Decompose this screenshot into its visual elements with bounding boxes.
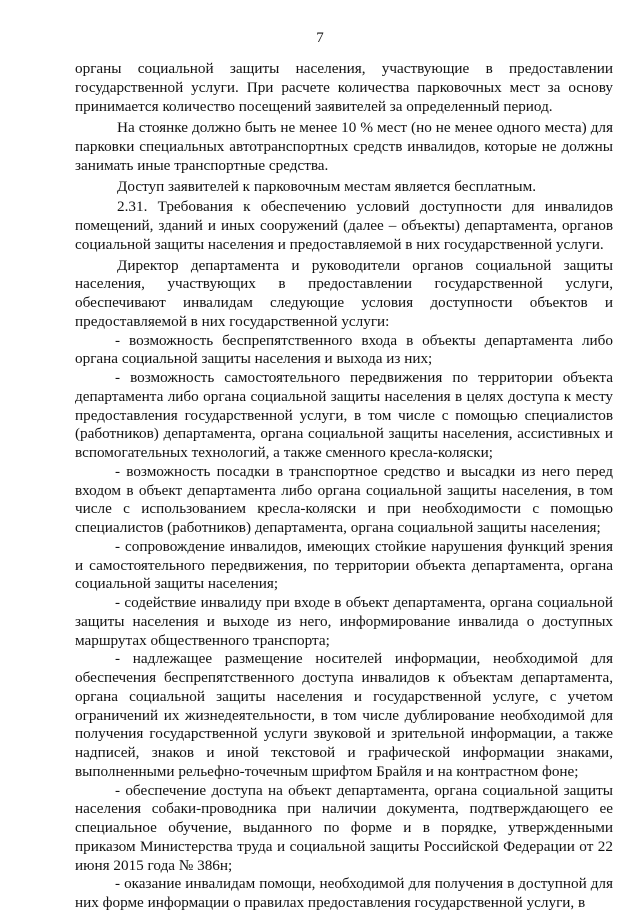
paragraph-parking-count: органы социальной защиты населения, участвующие в предоставлении государственной услуги. При расчете количества парковочных мест за основу принимается количество посещений заявителей за определенный период. xyxy=(75,60,613,115)
paragraph-section-2-31: 2.31. Требования к обеспечению условий доступности для инвалидов помещений, зданий и иных сооружений (далее – объекты) департамента, органов социальной защиты населения и предоставляемой в них государственной услуги. xyxy=(75,198,613,253)
document-body xyxy=(75,60,613,913)
paragraph-parking-free: Доступ заявителей к парковочным местам является бесплатным. xyxy=(117,177,537,195)
list-item-escort: - сопровождение инвалидов, имеющих стойкие нарушения функций зрения и самостоятельного передвижения, по территории объекта департамента, органа социальной защиты населения; xyxy=(75,537,613,593)
list-item-help-information: - оказание инвалидам помощи, необходимой для получения в доступной для них форме информации о правилах предоставления государственной услуги, в xyxy=(75,875,613,911)
list-item-transport: - возможность посадки в транспортное средство и высадки из него перед входом в объект департамента либо органа социальной защиты населения, в том числе с использованием кресла-коляски и при необходимости с помощью специалистов (работников) департамента, органа социальной защиты населения; xyxy=(75,462,613,536)
list-item-movement: - возможность самостоятельного передвижения по территории объекта департамента либо органа социальной защиты населения в целях доступа к месту предоставления государственной услуги, в том числе с помощью специалистов (работников) департамента, органа социальной защиты населения, ассистивных и вспомогательных технологий, а также сменного кресла-коляски; xyxy=(75,369,613,461)
list-item-guide-dog: - обеспечение доступа на объект департамента, органа социальной защиты населения собаки-проводника при наличии документа, подтверждающего ее специальное обучение, выданного по форме и в порядке, утвержденными приказом Министерства труда и социальной защиты Российской Федерации от 22 июня 2015 года № 386н; xyxy=(75,781,613,874)
list-item-assistance: - содействие инвалиду при входе в объект департамента, органа социальной защиты населения и выходе из него, информирование инвалида о доступных маршрутах общественного транспорта; xyxy=(75,594,613,649)
list-item-information-placement: - надлежащее размещение носителей информации, необходимой для обеспечения беспрепятственного доступа инвалидов к объектам департамента, органа социальной защиты населения и государственной услуге, с учетом ограничений их жизнедеятельности, в том числе дублирование необходимой для получения государственной услуги звуковой и зрительной информации, а также надписей, знаков и иной текстовой и графической информации знаками, выполненными рельефно-точечным шрифтом Брайля и на контрастном фоне; xyxy=(75,650,613,780)
paragraph-director-obligations: Директор департамента и руководители органов социальной защиты населения, участвующих в предоставлении государственной услуги, обеспечивают инвалидам следующие условия доступности объектов и предоставляемой в них государственной услуги: xyxy=(75,256,613,330)
list-item-entry-exit: - возможность беспрепятственного входа в объекты департамента либо органа социальной защиты населения и выхода из них; xyxy=(75,331,613,368)
paragraph-parking-disabled-share: На стоянке должно быть не менее 10 % мест (но не менее одного места) для парковки специальных автотранспортных средств инвалидов, которые не должны занимать иные транспортные средства. xyxy=(75,119,613,174)
page-number: 7 xyxy=(316,30,324,46)
